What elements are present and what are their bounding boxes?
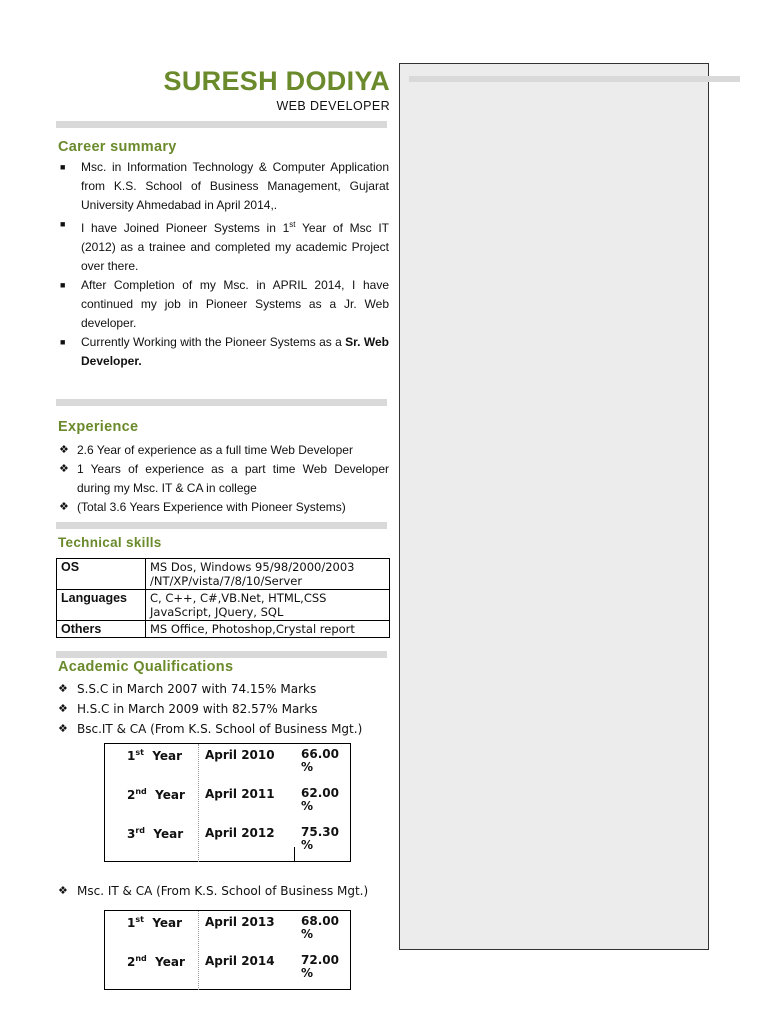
list-item: ❖ 1 Years of experience as a part time Web Developer during my Msc. IT & CA in college [59,462,389,495]
list-item: ■ Currently Working with the Pioneer Systems as a Sr. Web Developer. [60,335,389,368]
experience-list [58,441,389,517]
academic-list [58,679,398,739]
list-item: ❖ Bsc.IT & CA (From K.S. School of Business Mgt.) [58,719,398,739]
technical-skills-heading: Technical skills [58,535,162,550]
sidebar-divider [409,76,740,82]
table-row: 3rd Year April 2012 75.30 % [127,825,339,852]
skill-value: MS Dos, Windows 95/98/2000/2003 /NT/XP/vista/7/8/10/Server [146,559,390,590]
section-divider [56,651,387,658]
career-summary-heading: Career summary [58,139,177,155]
table-row [57,590,390,621]
section-divider [56,522,387,529]
list-item: ■ I have Joined Pioneer Systems in 1st Year of Msc IT (2012) as a trainee and completed my academic Project over there. [58,215,389,276]
table-row: 2nd Year April 2011 62.00 % [127,786,339,813]
list-item: ■ Msc. in Information Technology & Computer Application from K.S. School of Business Management, Gujarat University Ahmedabad in April 2014,. [60,160,389,212]
table-row: 2nd Year April 2014 72.00 % [127,953,339,980]
bsc-results-table [104,743,351,862]
sidebar-panel [399,63,709,950]
academic-qualifications-heading: Academic Qualifications [58,659,234,675]
bullet-square-icon: ■ [60,280,66,290]
bullet-diamond-icon: ❖ [58,682,68,695]
list-item: ❖ 2.6 Year of experience as a full time Web Developer [58,441,389,460]
section-divider [56,121,387,128]
list-item: ❖ Msc. IT & CA (From K.S. School of Business Mgt.) [58,881,398,901]
list-item: ❖ (Total 3.6 Years Experience with Pioneer Systems) [58,498,389,517]
msc-qualification [58,881,398,901]
bullet-square-icon: ■ [60,219,66,229]
bullet-square-icon: ■ [60,337,66,347]
bullet-square-icon: ■ [60,162,66,172]
skill-category: Others [57,621,146,638]
bullet-diamond-icon: ❖ [58,884,68,897]
table-row: 1st Year April 2010 66.00 % [127,747,339,774]
experience-heading: Experience [58,419,139,435]
bullet-diamond-icon: ❖ [58,702,68,715]
list-item: ❖ H.S.C in March 2009 with 82.57% Marks [58,699,398,719]
career-summary-list [58,158,389,371]
list-item: ■ After Completion of my Msc. in APRIL 2014, I have continued my job in Pioneer Systems as a Jr. Web developer. [60,278,389,330]
skill-value: MS Office, Photoshop,Crystal report [146,621,390,638]
msc-results-table [104,910,351,990]
skills-table [56,558,390,638]
list-item: ❖ S.S.C in March 2007 with 74.15% Marks [58,679,398,699]
job-title: WEB DEVELOPER [276,99,390,113]
bullet-diamond-icon: ❖ [59,444,69,456]
table-row: 1st Year April 2013 68.00 % [127,914,339,941]
table-row [57,559,390,590]
skill-category: Languages [57,590,146,621]
candidate-name: SURESH DODIYA [163,66,390,96]
table-row [57,621,390,638]
bullet-diamond-icon: ❖ [59,501,69,513]
bullet-diamond-icon: ❖ [59,463,69,475]
skill-value: C, C++, C#,VB.Net, HTML,CSS JavaScript, JQuery, SQL [146,590,390,621]
bullet-diamond-icon: ❖ [58,722,68,735]
section-divider [56,399,387,406]
skill-category: OS [57,559,146,590]
